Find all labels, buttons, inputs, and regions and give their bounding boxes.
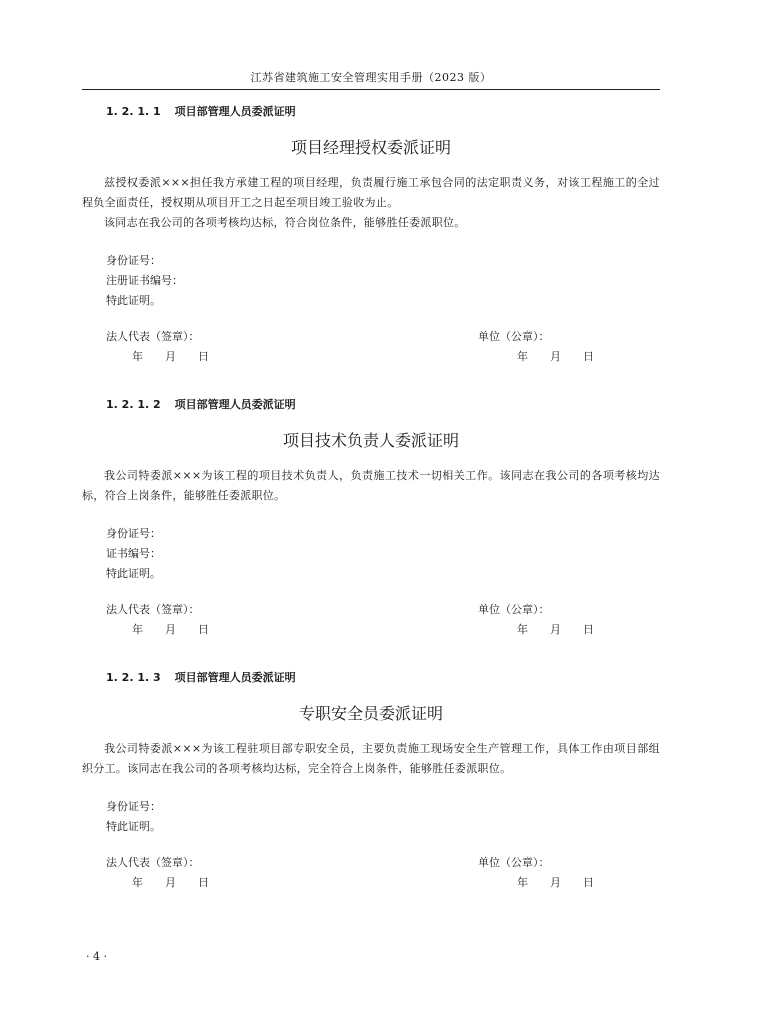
body-paragraph: 我公司特委派×××为该工程的项目技术负责人，负责施工技术一切相关工作。该同志在我公司的各项考核均达标，符合上岗条件，能够胜任委派职位。 xyxy=(82,469,660,502)
legal-rep-signature: 法人代表（签章）： xyxy=(106,856,200,869)
page-number: · 4 · xyxy=(86,950,107,963)
field-list xyxy=(82,797,660,837)
legal-rep-signature: 法人代表（签章）： xyxy=(106,603,200,616)
certification-statement: 特此证明。 xyxy=(106,820,161,833)
section-number: 1. 2. 1. 1 xyxy=(106,105,161,118)
section-heading-text: 项目部管理人员委派证明 xyxy=(174,398,296,411)
cert-number-field: 证书编号： xyxy=(106,547,161,560)
section-heading xyxy=(106,396,660,414)
company-seal: 单位（公章）： xyxy=(478,856,550,869)
left-date: 年 月 日 xyxy=(132,876,209,889)
right-date: 年 月 日 xyxy=(517,876,594,889)
signature-row xyxy=(82,853,660,893)
section-number: 1. 2. 1. 3 xyxy=(106,671,161,684)
id-number-field: 身份证号： xyxy=(106,254,161,267)
field-list xyxy=(82,524,660,584)
company-seal: 单位（公章）： xyxy=(478,330,550,343)
section-project-manager xyxy=(82,103,660,367)
section-heading xyxy=(106,669,660,687)
section-heading-text: 项目部管理人员委派证明 xyxy=(174,671,296,684)
section-number: 1. 2. 1. 2 xyxy=(106,398,161,411)
certificate-title: 项目技术负责人委派证明 xyxy=(282,431,459,450)
section-technical-lead xyxy=(82,396,660,640)
id-number-field: 身份证号： xyxy=(106,527,161,540)
id-number-field: 身份证号： xyxy=(106,800,161,813)
certificate-title: 专职安全员委派证明 xyxy=(298,704,443,723)
header-rule xyxy=(82,89,660,90)
left-date: 年 月 日 xyxy=(132,350,209,363)
body-paragraph: 我公司特委派×××为该工程驻项目部专职安全员，主要负责施工现场安全生产管理工作，具体工作由项目部组织分工。该同志在我公司的各项考核均达标，完全符合上岗条件，能够胜任委派职位。 xyxy=(82,742,660,775)
section-safety-officer xyxy=(82,669,660,893)
right-date: 年 月 日 xyxy=(517,350,594,363)
registration-cert-field: 注册证书编号： xyxy=(106,274,183,287)
certificate-title: 项目经理授权委派证明 xyxy=(290,138,451,157)
certification-statement: 特此证明。 xyxy=(106,567,161,580)
signature-row xyxy=(82,327,660,367)
legal-rep-signature: 法人代表（签章）： xyxy=(106,330,200,343)
section-heading xyxy=(106,103,660,121)
body-paragraph: 该同志在我公司的各项考核均达标，符合岗位条件，能够胜任委派职位。 xyxy=(104,216,466,229)
signature-row xyxy=(82,600,660,640)
section-heading-text: 项目部管理人员委派证明 xyxy=(174,105,296,118)
company-seal: 单位（公章）： xyxy=(478,603,550,616)
left-date: 年 月 日 xyxy=(132,623,209,636)
certification-statement: 特此证明。 xyxy=(106,294,161,307)
field-list xyxy=(82,251,660,311)
right-date: 年 月 日 xyxy=(517,623,594,636)
running-header: 江苏省建筑施工安全管理实用手册（2023 版） xyxy=(250,71,492,84)
body-paragraph: 兹授权委派×××担任我方承建工程的项目经理，负责履行施工承包合同的法定职责义务，对该工程施工的全过程负全面责任，授权期从项目开工之日起至项目竣工验收为止。 xyxy=(82,176,660,209)
